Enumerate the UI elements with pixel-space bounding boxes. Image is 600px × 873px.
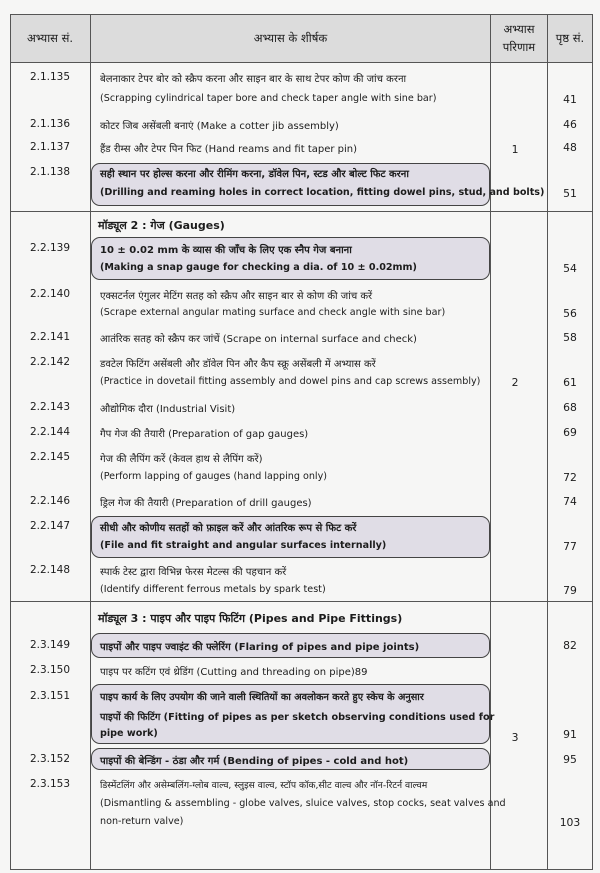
grid-line (592, 14, 593, 870)
row-number: 2.3.149 (29, 639, 71, 651)
row-title-hindi: कोटर जिब असेंबली बनाएं (Make a cotter jib assembly) (100, 121, 339, 132)
row-page: 103 (559, 816, 581, 829)
row-number: 2.1.136 (29, 118, 71, 130)
row-title-english-line2: non-return valve) (100, 816, 184, 827)
row-title-english: (Identify different ferrous metals by spark test) (100, 584, 326, 595)
row-title-english: (Scrapping cylindrical taper bore and check taper angle with sine bar) (100, 93, 437, 104)
header-title: अभ्यास के शीर्षक (253, 31, 328, 45)
row-page: 68 (563, 401, 577, 414)
row-page: 95 (563, 753, 577, 766)
row-title-hindi: पाइप कार्य के लिए उपयोग की जाने वाली स्थितियों का अवलोकन करते हुए स्केच के अनुसार (100, 692, 424, 703)
row-number: 2.2.144 (29, 426, 71, 438)
row-number: 2.3.153 (29, 778, 71, 790)
row-page: 56 (563, 307, 577, 320)
row-number: 2.1.137 (29, 141, 71, 153)
row-title-hindi: 10 ± 0.02 mm के व्यास की जाँच के लिए एक स्नैप गेज बनाना (100, 245, 352, 256)
row-title-hindi: औद्योगिक दौरा (Industrial Visit) (100, 404, 236, 415)
row-page: 46 (563, 118, 577, 131)
row-title-hindi: बेलनाकार टेपर बोर को स्क्रैप करना और साइन बार के साथ टेपर कोण की जांच करना (100, 74, 407, 85)
row-title-hindi: एक्सटर्नल एंगुलर मेटिंग सतह को स्क्रैप और साइन बार से कोण की जांच करें (100, 291, 373, 302)
row-page: 61 (563, 376, 577, 389)
row-title-english: (Making a snap gauge for checking a dia. of 10 ± 0.02mm) (100, 262, 417, 273)
section1-result: 1 (511, 143, 519, 156)
row-page: 54 (563, 262, 577, 275)
row-number: 2.2.140 (29, 288, 71, 300)
row-number: 2.2.148 (29, 564, 71, 576)
module-heading: मॉड्यूल 3 : पाइप और पाइप फिटिंग (Pipes and Pipe Fittings) (98, 612, 403, 625)
row-number: 2.3.150 (29, 664, 71, 676)
row-title-hindi: डवटेल फिटिंग असेंबली और डॉवेल पिन और कैप स्क्रू असेंबली में अभ्यास करें (100, 359, 376, 370)
row-title-hindi: गेज की लैपिंग करें (केवल हाथ से लैपिंग करें) (100, 454, 263, 465)
grid-line (10, 62, 593, 63)
grid-line (10, 211, 593, 212)
module-heading: मॉड्यूल 2 : गेज (Gauges) (98, 219, 225, 232)
row-number: 2.3.151 (29, 690, 71, 702)
row-title-hindi: ड्रिल गेज की तैयारी (Preparation of drill gauges) (100, 498, 312, 509)
grid-line (490, 14, 491, 870)
row-page: 41 (563, 93, 577, 106)
grid-line (10, 14, 593, 15)
row-title-english: (Scrape external angular mating surface and check angle with sine bar) (100, 307, 446, 318)
row-page: 77 (563, 540, 577, 553)
row-page: 74 (563, 495, 577, 508)
row-number: 2.2.142 (29, 356, 71, 368)
row-title-hindi: पाइपों की बेन्डिंग - ठंडा और गर्म (Bending of pipes - cold and hot) (100, 756, 409, 767)
row-title-english: pipe work) (100, 728, 158, 739)
row-page: 91 (563, 728, 577, 741)
row-title-hindi-line2: पाइपों की फिटिंग (Fitting of pipes as per sketch observing conditions used for (100, 712, 495, 723)
grid-line (10, 869, 593, 870)
row-number: 2.2.143 (29, 401, 71, 413)
row-number: 2.2.139 (29, 242, 71, 254)
row-title-hindi: स्पार्क टेस्ट द्वारा विभिन्न फेरस मेटल्स की पहचान करें (100, 567, 287, 578)
row-title-hindi: पाइप पर कटिंग एवं थ्रेडिंग (Cutting and threading on pipe)89 (100, 667, 368, 678)
row-page: 82 (563, 639, 577, 652)
row-page: 79 (563, 584, 577, 597)
row-page: 69 (563, 426, 577, 439)
row-page: 58 (563, 331, 577, 344)
row-number: 2.1.138 (29, 166, 71, 178)
row-title-hindi: आतंरिक सतह को स्क्रैप कर जांचें (Scrape on internal surface and check) (100, 334, 417, 345)
row-title-english: (Drilling and reaming holes in correct location, fitting dowel pins, stud, and bolts) (100, 187, 545, 198)
row-title-english: (Practice in dovetail fitting assembly and dowel pins and cap screws assembly) (100, 376, 481, 387)
row-page: 72 (563, 471, 577, 484)
section3-result: 3 (511, 731, 519, 744)
row-number: 2.2.147 (29, 520, 71, 532)
grid-line (10, 601, 593, 602)
grid-line (90, 14, 91, 870)
row-number: 2.1.135 (29, 71, 71, 83)
row-title-hindi: सही स्थान पर होल्स करना और रीमिंग करना, डॉवेल पिन, स्टड और बोल्ट फिट करना (100, 169, 409, 180)
header-page: पृष्ठ सं. (555, 31, 585, 45)
row-page: 48 (563, 141, 577, 154)
row-title-english: (Perform lapping of gauges (hand lapping only) (100, 471, 328, 482)
row-number: 2.2.145 (29, 451, 71, 463)
row-number: 2.2.146 (29, 495, 71, 507)
header-number: अभ्यास सं. (26, 31, 74, 45)
row-title-hindi: हैंड रीम्स और टेपर पिन फिट (Hand reams and fit taper pin) (100, 144, 358, 155)
row-title-english: (Dismantling & assembling - globe valves, sluice valves, stop cocks, seat valves and (100, 798, 506, 809)
row-title-english: (File and fit straight and angular surfaces internally) (100, 540, 387, 551)
row-number: 2.2.141 (29, 331, 71, 343)
row-title-hindi: गैप गेज की तैयारी (Preparation of gap gauges) (100, 429, 309, 440)
row-page: 51 (563, 187, 577, 200)
row-title-hindi: पाइपों और पाइप ज्वाइंट की फ्लेरिंग (Flaring of pipes and pipe joints) (100, 642, 420, 653)
header-result-line2: परिणाम (502, 40, 536, 54)
header-result-line1: अभ्यास (503, 22, 535, 36)
row-number: 2.3.152 (29, 753, 71, 765)
row-title-hindi: डिस्मेंटलिंग और असेम्बलिंग-ग्लोब वाल्व, स्लुइस वाल्व, स्टॉप कॉक,सीट वाल्व और नॉन-रिटर्न वाल्वम (100, 780, 428, 791)
header-result (491, 14, 547, 62)
section2-result: 2 (511, 376, 519, 389)
row-title-hindi: सीधी और कोणीय सतहों को फ़ाइल करें और आंतरिक रूप से फिट करें (100, 523, 357, 534)
